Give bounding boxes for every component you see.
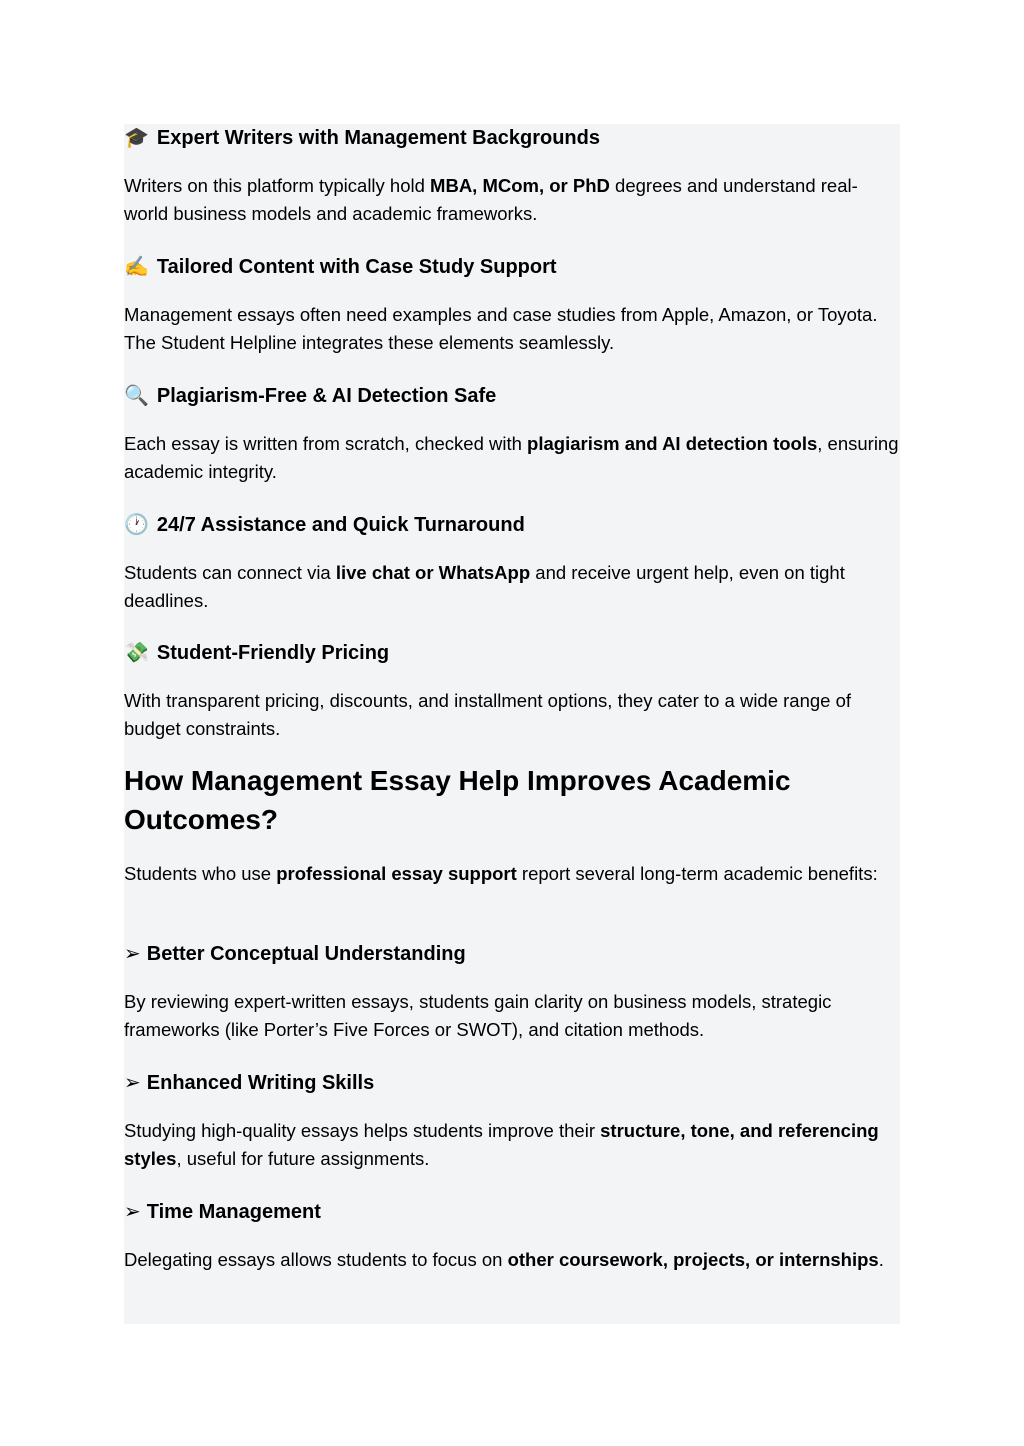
- text: Delegating essays allows students to focus on: [124, 1249, 508, 1270]
- heading-text: Better Conceptual Understanding: [146, 943, 466, 965]
- text: , useful for future assignments.: [176, 1147, 430, 1169]
- heading-text: Enhanced Writing Skills: [146, 1072, 375, 1094]
- heading-text: Tailored Content with Case Study Support: [156, 256, 557, 278]
- heading-text: Expert Writers with Management Backgrounds: [156, 127, 600, 149]
- arrow-bullet-icon: ➢: [124, 1070, 141, 1094]
- text: , ensuring academic integrity.: [124, 433, 899, 482]
- heading-expert-writers: [124, 124, 900, 151]
- heading-text: Plagiarism-Free & AI Detection Safe: [156, 385, 497, 407]
- bold-text: MBA, MCom, or PhD: [430, 175, 610, 196]
- heading-assistance: [124, 511, 900, 538]
- text: Students can connect via: [124, 562, 336, 583]
- heading-pricing: [124, 639, 900, 666]
- heading-text: Time Management: [146, 1201, 321, 1223]
- graduation-cap-icon: 🎓: [124, 125, 149, 149]
- text: Writers on this platform typically hold: [124, 175, 431, 196]
- bold-text: live chat or WhatsApp: [335, 562, 531, 583]
- heading-text: 24/7 Assistance and Quick Turnaround: [156, 514, 525, 536]
- paragraph-assistance: [124, 559, 900, 614]
- paragraph-intro: [124, 860, 900, 888]
- paragraph-time-management: [124, 1246, 900, 1274]
- main-heading: How Management Essay Help Improves Academic Outcomes?: [124, 765, 791, 835]
- bold-text: professional essay support: [276, 863, 517, 884]
- heading-time-management: [124, 1198, 900, 1225]
- paragraph-expert-writers: [124, 172, 900, 227]
- text: With transparent pricing, discounts, and installment options, they cater to a wide range of budget constraints.: [124, 690, 852, 739]
- arrow-bullet-icon: ➢: [124, 1199, 141, 1223]
- paragraph-conceptual-understanding: [124, 988, 900, 1043]
- heading-tailored-content: [124, 253, 900, 280]
- text: Management essays often need examples and case studies from Apple, Amazon, or Toyota. The Student Helpline integrates these elements seamlessly.: [124, 304, 878, 353]
- clock-icon: 🕐: [124, 512, 149, 536]
- bold-text: plagiarism and AI detection tools: [527, 433, 818, 454]
- magnifier-icon: 🔍: [124, 383, 149, 407]
- paragraph-tailored-content: [124, 301, 900, 356]
- text: Students who use: [124, 863, 277, 884]
- heading-writing-skills: [124, 1069, 900, 1096]
- arrow-bullet-icon: ➢: [124, 941, 141, 965]
- text: By reviewing expert-written essays, students gain clarity on business models, strategic frameworks (like Porter’s Five Forces or SWOT), and citation methods.: [124, 991, 832, 1040]
- paragraph-writing-skills: [124, 1117, 900, 1172]
- bold-text: structure, tone, and referencing styles: [124, 1120, 879, 1169]
- text: .: [878, 1249, 884, 1270]
- paragraph-plagiarism: [124, 430, 900, 485]
- text: report several long-term academic benefits:: [516, 863, 878, 884]
- bold-text: other coursework, projects, or internships: [507, 1249, 879, 1270]
- text: degrees and understand real-world business models and academic frameworks.: [124, 175, 858, 224]
- paragraph-pricing: [124, 687, 900, 742]
- text: and receive urgent help, even on tight deadlines.: [124, 562, 845, 611]
- text: Studying high-quality essays helps students improve their: [124, 1120, 601, 1141]
- heading-conceptual-understanding: [124, 940, 900, 967]
- text: Each essay is written from scratch, checked with: [124, 433, 528, 454]
- writing-hand-icon: ✍️: [124, 254, 149, 278]
- money-with-wings-icon: 💸: [124, 640, 149, 664]
- heading-plagiarism: [124, 382, 900, 409]
- heading-text: Student-Friendly Pricing: [156, 642, 390, 664]
- document-page: [124, 124, 900, 1324]
